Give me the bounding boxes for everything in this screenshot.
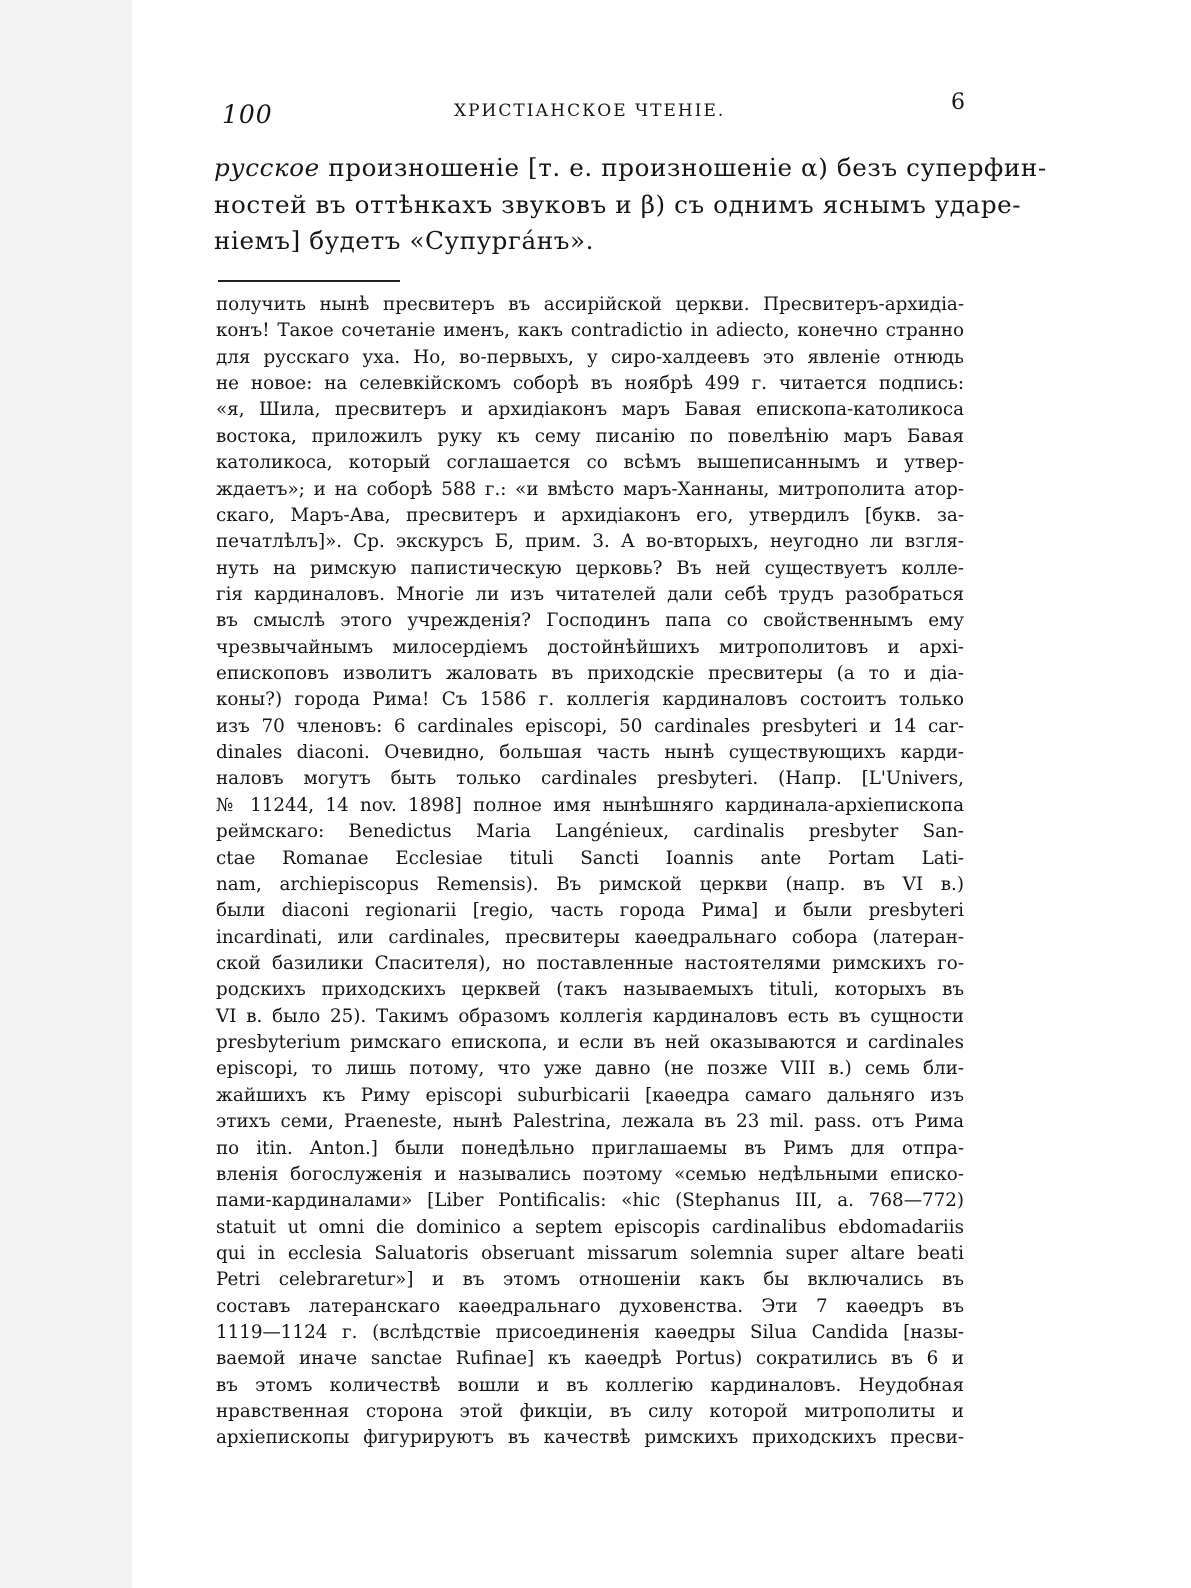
footnote-line: 1119—1124 г. (вслѣдствіе присоединенія каѳедры Silua Candida [назы-: [216, 1322, 964, 1344]
footnote-line: ваемой иначе sanctae Rufinae] къ каѳедрѣ Portus) сократились въ 6 и: [216, 1348, 964, 1370]
footnote-line: католикоса, который соглашается со всѣмъ вышеписаннымъ и утвер-: [216, 452, 964, 474]
footnote-line: печатлѣлъ]». Ср. экскурсъ Б, прим. 3. А во-вторыхъ, неугодно ли взгля-: [216, 531, 964, 553]
footnote-line: ctae Romanae Ecclesiae tituli Sancti Ioannis ante Portam Lati-: [216, 847, 964, 869]
footnote-line: № 11244, 14 nov. 1898] полное имя нынѣшняго кардинала-архіепископа: [216, 794, 964, 816]
page-number: 100: [222, 100, 273, 129]
footnote-line: реймскаго: Benedictus Maria Langénieux, cardinalis presbyter San-: [216, 821, 964, 843]
main-text-line: ніемъ] будетъ «Супургáнъ».: [214, 226, 595, 255]
footnote-line: Petri celebraretur»] и въ этомъ отношеніи какъ бы включались въ: [216, 1269, 964, 1291]
footnote-line: гія кардиналовъ. Многіе ли изъ читателей дали себѣ трудъ разобраться: [216, 583, 964, 605]
footnote-line: нуть на римскую папистическую церковь? Въ ней существуетъ колле-: [216, 557, 964, 579]
scan-gutter: [0, 0, 132, 1588]
footnote-line: episcopi, то лишь потому, что уже давно (не позже VIII в.) семь бли-: [216, 1058, 964, 1080]
footnote-line: по itin. Anton.] были понедѣльно приглашаемы въ Римъ для отпра-: [216, 1137, 964, 1159]
sheet-number: 6: [951, 90, 965, 115]
footnote-line: въ этомъ количествѣ вошли и въ коллегію кардиналовъ. Неудобная: [216, 1374, 964, 1396]
footnote-line: ской базилики Спасителя), но поставленные настоятелями римскихъ го-: [216, 952, 964, 974]
footnote: [216, 292, 964, 1452]
footnote-line: скаго, Маръ-Ава, пресвитеръ и архидіаконъ его, утвердилъ [букв. за-: [216, 504, 964, 526]
footnote-line: жайшихъ къ Риму episcopi suburbicarii [каѳедра самаго дальняго изъ: [216, 1084, 964, 1106]
footnote-line: въ смыслѣ этого учрежденія? Господинъ папа со свойственнымъ ему: [216, 610, 964, 632]
running-title: ХРИСТІАНСКОЕ ЧТЕНІЕ.: [454, 101, 726, 121]
footnote-line: составъ латеранскаго каѳедральнаго духовенства. Эти 7 каѳедръ въ: [216, 1295, 964, 1317]
footnote-line: изъ 70 членовъ: 6 cardinales episcopi, 50 cardinales presbyteri и 14 car-: [216, 715, 964, 737]
footnote-line: родскихъ приходскихъ церквей (такъ называемыхъ tituli, которыхъ въ: [216, 979, 964, 1001]
footnote-line: были diaconi regionarii [regio, часть города Рима] и были presbyteri: [216, 900, 964, 922]
footnote-line: statuit ut omni die dominico a septem episcopis cardinalibus ebdomadariis: [216, 1216, 964, 1238]
footnote-line: нравственная сторона этой фикціи, въ силу которой митрополиты и: [216, 1401, 964, 1423]
footnote-line: конъ! Такое сочетаніе именъ, какъ contradictio in adiecto, конечно странно: [216, 320, 964, 342]
footnote-line: nam, archiepiscopus Remensis). Въ римской церкви (напр. въ VI в.): [216, 873, 964, 895]
footnote-line: востока, приложилъ руку къ сему писанію по повелѣнію маръ Бавая: [216, 425, 964, 447]
footnote-line: коны?) города Рима! Съ 1586 г. коллегія кардиналовъ состоитъ только: [216, 689, 964, 711]
footnote-line: епископовъ изволитъ жаловать въ приходскіе пресвитеры (а то и діа-: [216, 663, 964, 685]
footnote-separator: [218, 280, 400, 282]
footnote-line: этихъ семи, Praeneste, нынѣ Palestrina, лежала въ 23 mil. pass. отъ Рима: [216, 1111, 964, 1133]
footnote-line: архіепископы фигурируютъ въ качествѣ римскихъ приходскихъ пресви-: [216, 1427, 964, 1449]
footnote-line: dinales diaconi. Очевидно, большая часть нынѣ существующихъ карди-: [216, 742, 964, 764]
footnote-line: не новое: на селевкійскомъ соборѣ въ ноябрѣ 499 г. читается подпись:: [216, 373, 964, 395]
footnote-line: пами-кардиналами» [Liber Pontificalis: «hic (Stephanus III, a. 768—772): [216, 1190, 964, 1212]
footnote-line: qui in ecclesia Saluatoris obseruant missarum solemnia super altare beati: [216, 1242, 964, 1264]
main-text: [214, 150, 1047, 260]
footnote-line: получить нынѣ пресвитеръ въ ассирійской церкви. Пресвитеръ-архидіа-: [216, 294, 964, 315]
footnote-line: чрезвычайнымъ милосердіемъ достойнѣйшихъ митрополитовъ и архі-: [216, 636, 964, 658]
footnote-line: VI в. было 25). Такимъ образомъ коллегія кардиналовъ есть въ сущности: [216, 1005, 964, 1027]
footnote-line: «я, Шила, пресвитеръ и архидіаконъ маръ Бавая епископа-католикоса: [216, 399, 964, 421]
footnote-line: ждаетъ»; и на соборѣ 588 г.: «и вмѣсто маръ-Ханнаны, митрополита атор-: [216, 478, 964, 500]
footnote-line: presbyterium римскаго епископа, и если въ ней оказываются и cardinales: [216, 1032, 964, 1054]
main-text-line: ностей въ оттѣнкахъ звуковъ и β) съ однимъ яснымъ ударе-: [214, 189, 1022, 219]
footnote-line: наловъ могутъ быть только cardinales presbyteri. (Напр. [L'Univers,: [216, 768, 964, 790]
footnote-line: для русскаго уха. Но, во-первыхъ, у сиро-халдеевъ это явленіе отнюдь: [216, 346, 964, 368]
main-text-line: русское произношеніе [т. е. произношеніе α) безъ суперфин-: [214, 153, 1047, 182]
footnote-line: вленія богослуженія и назывались поэтому «семью недѣльными еписко-: [216, 1163, 964, 1185]
footnote-line: incardinati, или cardinales, пресвитеры каѳедральнаго собора (латеран-: [216, 926, 964, 948]
